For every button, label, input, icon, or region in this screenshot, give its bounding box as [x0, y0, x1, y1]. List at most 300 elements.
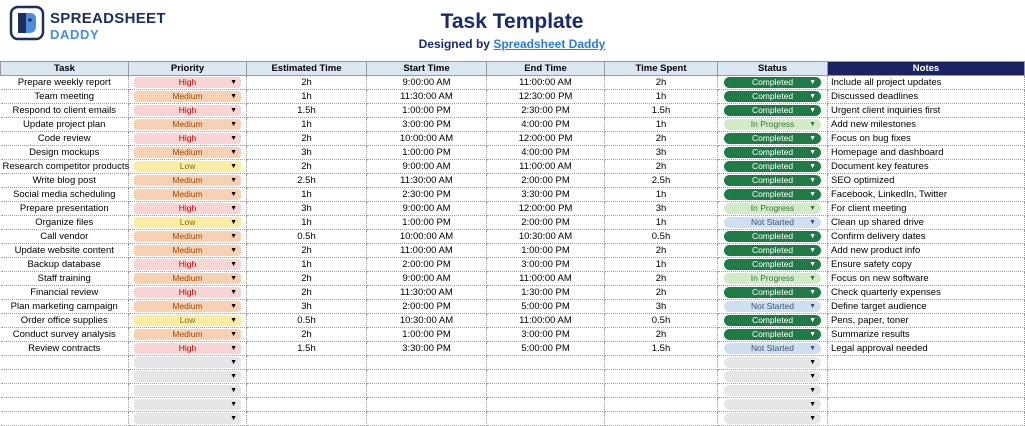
priority-dropdown[interactable]: [134, 301, 241, 312]
notes-cell[interactable]: Ensure safety copy: [828, 258, 1025, 272]
dropdown-arrow-icon[interactable]: ▼: [230, 233, 237, 240]
time-spent-cell[interactable]: 2h: [605, 286, 718, 300]
estimated-time-cell[interactable]: [247, 384, 367, 398]
start-time-cell[interactable]: 1:00:00 PM: [367, 104, 487, 118]
notes-cell[interactable]: Document key features: [828, 160, 1025, 174]
time-spent-cell[interactable]: [605, 356, 718, 370]
status-dropdown[interactable]: [724, 413, 821, 424]
col-header-task[interactable]: Task: [1, 62, 129, 76]
estimated-time-cell[interactable]: 2h: [247, 132, 367, 146]
priority-cell: [129, 370, 247, 384]
estimated-time-cell[interactable]: 1.5h: [247, 104, 367, 118]
status-value: In Progress: [750, 203, 795, 213]
start-time-cell[interactable]: 9:00:00 AM: [367, 76, 487, 90]
status-dropdown[interactable]: [724, 161, 821, 172]
task-cell[interactable]: Code review: [1, 132, 129, 146]
end-time-cell[interactable]: [487, 384, 605, 398]
notes-cell[interactable]: SEO optimized: [828, 174, 1025, 188]
status-dropdown[interactable]: [724, 231, 821, 242]
status-dropdown[interactable]: [724, 273, 821, 284]
estimated-time-cell[interactable]: 3h: [247, 146, 367, 160]
start-time-cell[interactable]: 2:00:00 PM: [367, 300, 487, 314]
notes-cell[interactable]: Add new product info: [828, 244, 1025, 258]
end-time-cell[interactable]: [487, 356, 605, 370]
priority-dropdown[interactable]: [134, 413, 241, 424]
status-dropdown[interactable]: [724, 287, 821, 298]
task-cell[interactable]: Staff training: [1, 272, 129, 286]
col-header-status[interactable]: Status: [718, 62, 828, 76]
col-header-estimated-time[interactable]: Estimated Time: [247, 62, 367, 76]
dropdown-arrow-icon[interactable]: ▼: [809, 93, 816, 100]
notes-cell[interactable]: Include all project updates: [828, 76, 1025, 90]
priority-dropdown[interactable]: [134, 133, 241, 144]
start-time-cell[interactable]: 10:30:00 AM: [367, 314, 487, 328]
start-time-cell[interactable]: 11:00:00 AM: [367, 244, 487, 258]
priority-dropdown[interactable]: [134, 357, 241, 368]
end-time-cell[interactable]: 11:00:00 AM: [487, 76, 605, 90]
estimated-time-cell[interactable]: 1h: [247, 188, 367, 202]
dropdown-arrow-icon[interactable]: ▼: [230, 149, 237, 156]
status-dropdown[interactable]: [724, 329, 821, 340]
end-time-cell[interactable]: 3:00:00 PM: [487, 258, 605, 272]
col-header-time-spent[interactable]: Time Spent: [605, 62, 718, 76]
priority-dropdown[interactable]: [134, 203, 241, 214]
notes-cell[interactable]: Define target audience: [828, 300, 1025, 314]
status-cell: [718, 230, 828, 244]
priority-dropdown[interactable]: [134, 385, 241, 396]
time-spent-cell[interactable]: [605, 398, 718, 412]
col-header-notes[interactable]: Notes: [828, 62, 1025, 76]
dropdown-arrow-icon[interactable]: ▼: [230, 107, 237, 114]
table-row: [1, 118, 1025, 132]
priority-value: Medium: [172, 147, 203, 157]
task-cell[interactable]: Team meeting: [1, 90, 129, 104]
estimated-time-cell[interactable]: 1.5h: [247, 342, 367, 356]
end-time-cell[interactable]: 11:00:00 AM: [487, 272, 605, 286]
dropdown-arrow-icon[interactable]: ▼: [809, 345, 816, 352]
status-dropdown[interactable]: [724, 203, 821, 214]
priority-dropdown[interactable]: [134, 273, 241, 284]
dropdown-arrow-icon[interactable]: ▼: [809, 121, 816, 128]
sheet-header: [0, 0, 1024, 60]
notes-cell[interactable]: Facebook, LinkedIn, Twitter: [828, 188, 1025, 202]
priority-cell: [129, 244, 247, 258]
end-time-cell[interactable]: 1:00:00 PM: [487, 244, 605, 258]
priority-value: High: [178, 77, 197, 87]
priority-value: High: [178, 203, 197, 213]
dropdown-arrow-icon[interactable]: ▼: [230, 79, 237, 86]
task-cell[interactable]: Review contracts: [1, 342, 129, 356]
task-cell[interactable]: Financial review: [1, 286, 129, 300]
dropdown-arrow-icon[interactable]: ▼: [230, 387, 237, 394]
dropdown-arrow-icon[interactable]: ▼: [230, 303, 237, 310]
dropdown-arrow-icon[interactable]: ▼: [230, 345, 237, 352]
end-time-cell[interactable]: 3:00:00 PM: [487, 328, 605, 342]
notes-cell[interactable]: Summarize results: [828, 328, 1025, 342]
dropdown-arrow-icon[interactable]: ▼: [230, 121, 237, 128]
task-cell[interactable]: Update website content: [1, 244, 129, 258]
status-dropdown[interactable]: [724, 119, 821, 130]
priority-dropdown[interactable]: [134, 343, 241, 354]
priority-dropdown[interactable]: [134, 315, 241, 326]
estimated-time-cell[interactable]: 3h: [247, 202, 367, 216]
dropdown-arrow-icon[interactable]: ▼: [230, 163, 237, 170]
notes-cell[interactable]: [828, 398, 1025, 412]
dropdown-arrow-icon[interactable]: ▼: [809, 149, 816, 156]
end-time-cell[interactable]: 5:00:00 PM: [487, 300, 605, 314]
priority-dropdown[interactable]: [134, 147, 241, 158]
dropdown-arrow-icon[interactable]: ▼: [230, 373, 237, 380]
notes-cell[interactable]: Pens, paper, toner: [828, 314, 1025, 328]
priority-cell: [129, 384, 247, 398]
priority-cell: [129, 160, 247, 174]
dropdown-arrow-icon[interactable]: ▼: [809, 233, 816, 240]
time-spent-cell[interactable]: [605, 370, 718, 384]
status-cell: [718, 286, 828, 300]
end-time-cell[interactable]: 1:30:00 PM: [487, 286, 605, 300]
estimated-time-cell[interactable]: 2h: [247, 160, 367, 174]
end-time-cell[interactable]: 12:00:00 PM: [487, 132, 605, 146]
task-cell[interactable]: Order office supplies: [1, 314, 129, 328]
notes-cell[interactable]: [828, 356, 1025, 370]
status-dropdown[interactable]: [724, 77, 821, 88]
dropdown-arrow-icon[interactable]: ▼: [809, 331, 816, 338]
estimated-time-cell[interactable]: 3h: [247, 300, 367, 314]
status-value: Not Started: [751, 343, 794, 353]
priority-dropdown[interactable]: [134, 175, 241, 186]
estimated-time-cell[interactable]: 2h: [247, 272, 367, 286]
table-row: [1, 104, 1025, 118]
time-spent-cell[interactable]: 2h: [605, 160, 718, 174]
task-cell[interactable]: Backup database: [1, 258, 129, 272]
priority-dropdown[interactable]: [134, 77, 241, 88]
end-time-cell[interactable]: 4:00:00 PM: [487, 146, 605, 160]
time-spent-cell[interactable]: 3h: [605, 202, 718, 216]
subtitle-prefix: Designed by: [418, 37, 494, 51]
dropdown-arrow-icon[interactable]: ▼: [230, 401, 237, 408]
status-dropdown[interactable]: [724, 343, 821, 354]
end-time-cell[interactable]: 11:00:00 AM: [487, 160, 605, 174]
task-cell[interactable]: Respond to client emails: [1, 104, 129, 118]
estimated-time-cell[interactable]: [247, 412, 367, 426]
estimated-time-cell[interactable]: [247, 398, 367, 412]
task-cell[interactable]: [1, 370, 129, 384]
status-dropdown[interactable]: [724, 385, 821, 396]
dropdown-arrow-icon[interactable]: ▼: [230, 289, 237, 296]
start-time-cell[interactable]: [367, 384, 487, 398]
task-cell[interactable]: [1, 412, 129, 426]
estimated-time-cell[interactable]: 1h: [247, 118, 367, 132]
priority-dropdown[interactable]: [134, 91, 241, 102]
notes-cell[interactable]: [828, 384, 1025, 398]
estimated-time-cell[interactable]: 2h: [247, 328, 367, 342]
time-spent-cell[interactable]: 1h: [605, 118, 718, 132]
task-cell[interactable]: Research competitor products: [2, 161, 130, 172]
priority-dropdown[interactable]: [134, 259, 241, 270]
task-cell[interactable]: Plan marketing campaign: [1, 300, 129, 314]
time-spent-cell[interactable]: 3h: [605, 146, 718, 160]
priority-dropdown[interactable]: [134, 105, 241, 116]
task-cell[interactable]: [1, 384, 129, 398]
priority-value: High: [178, 259, 197, 269]
dropdown-arrow-icon[interactable]: ▼: [809, 415, 816, 422]
start-time-cell[interactable]: 10:00:00 AM: [367, 230, 487, 244]
priority-dropdown[interactable]: [134, 161, 241, 172]
dropdown-arrow-icon[interactable]: ▼: [809, 317, 816, 324]
time-spent-cell[interactable]: 1h: [605, 188, 718, 202]
notes-cell[interactable]: Check quarterly expenses: [828, 286, 1025, 300]
start-time-cell[interactable]: 10:00:00 AM: [367, 132, 487, 146]
estimated-time-cell[interactable]: 1h: [247, 90, 367, 104]
start-time-cell[interactable]: 9:00:00 AM: [367, 202, 487, 216]
dropdown-arrow-icon[interactable]: ▼: [809, 79, 816, 86]
task-cell[interactable]: Prepare presentation: [1, 202, 129, 216]
dropdown-arrow-icon[interactable]: ▼: [809, 177, 816, 184]
end-time-cell[interactable]: 10:30:00 AM: [487, 230, 605, 244]
priority-cell: [129, 258, 247, 272]
dropdown-arrow-icon[interactable]: ▼: [230, 205, 237, 212]
col-header-start-time[interactable]: Start Time: [367, 62, 487, 76]
col-header-priority[interactable]: Priority: [129, 62, 247, 76]
estimated-time-cell[interactable]: [247, 370, 367, 384]
status-dropdown[interactable]: [724, 245, 821, 256]
time-spent-cell[interactable]: 1h: [605, 90, 718, 104]
notes-cell[interactable]: Discussed deadlines: [828, 90, 1025, 104]
status-dropdown[interactable]: [724, 189, 821, 200]
notes-cell[interactable]: [828, 412, 1025, 426]
dropdown-arrow-icon[interactable]: ▼: [230, 331, 237, 338]
dropdown-arrow-icon[interactable]: ▼: [809, 401, 816, 408]
dropdown-arrow-icon[interactable]: ▼: [230, 247, 237, 254]
dropdown-arrow-icon[interactable]: ▼: [809, 191, 816, 198]
priority-cell: [129, 90, 247, 104]
priority-dropdown[interactable]: [134, 231, 241, 242]
task-cell[interactable]: [1, 356, 129, 370]
start-time-cell[interactable]: 1:00:00 PM: [367, 146, 487, 160]
notes-cell[interactable]: Urgent client inquiries first: [828, 104, 1025, 118]
estimated-time-cell[interactable]: [247, 356, 367, 370]
dropdown-arrow-icon[interactable]: ▼: [230, 261, 237, 268]
priority-cell: [129, 342, 247, 356]
end-time-cell[interactable]: 4:00:00 PM: [487, 118, 605, 132]
notes-cell[interactable]: For client meeting: [828, 202, 1025, 216]
start-time-cell[interactable]: 3:00:00 PM: [367, 118, 487, 132]
time-spent-cell[interactable]: 2h: [605, 244, 718, 258]
start-time-cell[interactable]: 1:00:00 PM: [367, 216, 487, 230]
start-time-cell[interactable]: [367, 412, 487, 426]
task-cell[interactable]: Social media scheduling: [1, 188, 129, 202]
start-time-cell[interactable]: 9:00:00 AM: [367, 160, 487, 174]
estimated-time-cell[interactable]: 2h: [247, 286, 367, 300]
status-cell: [718, 342, 828, 356]
estimated-time-cell[interactable]: 1h: [247, 258, 367, 272]
estimated-time-cell[interactable]: 2.5h: [247, 174, 367, 188]
time-spent-cell[interactable]: [605, 412, 718, 426]
estimated-time-cell[interactable]: 0.5h: [247, 230, 367, 244]
time-spent-cell[interactable]: 0.5h: [605, 230, 718, 244]
priority-cell: [129, 118, 247, 132]
estimated-time-cell[interactable]: 0.5h: [247, 314, 367, 328]
status-dropdown[interactable]: [724, 315, 821, 326]
status-value: Completed: [751, 287, 794, 297]
time-spent-cell[interactable]: 2.5h: [605, 174, 718, 188]
time-spent-cell[interactable]: 1.5h: [605, 342, 718, 356]
dropdown-arrow-icon[interactable]: ▼: [809, 275, 816, 282]
notes-cell[interactable]: Clean up shared drive: [828, 216, 1025, 230]
end-time-cell[interactable]: 2:00:00 PM: [487, 216, 605, 230]
start-time-cell[interactable]: 3:30:00 PM: [367, 342, 487, 356]
dropdown-arrow-icon[interactable]: ▼: [809, 107, 816, 114]
status-dropdown[interactable]: [724, 399, 821, 410]
col-header-end-time[interactable]: End Time: [487, 62, 605, 76]
priority-value: Medium: [172, 175, 203, 185]
time-spent-cell[interactable]: 1.5h: [605, 104, 718, 118]
end-time-cell[interactable]: 2:30:00 PM: [487, 104, 605, 118]
status-dropdown[interactable]: [724, 371, 821, 382]
dropdown-arrow-icon[interactable]: ▼: [809, 205, 816, 212]
table-row: [1, 370, 1025, 384]
dropdown-arrow-icon[interactable]: ▼: [809, 303, 816, 310]
status-dropdown[interactable]: [724, 175, 821, 186]
priority-dropdown[interactable]: [134, 371, 241, 382]
dropdown-arrow-icon[interactable]: ▼: [809, 247, 816, 254]
notes-cell[interactable]: Homepage and dashboard: [828, 146, 1025, 160]
dropdown-arrow-icon[interactable]: ▼: [230, 275, 237, 282]
status-cell: [718, 146, 828, 160]
status-dropdown[interactable]: [724, 91, 821, 102]
status-cell: [718, 412, 828, 426]
task-cell[interactable]: Conduct survey analysis: [1, 328, 129, 342]
task-cell[interactable]: Organize files: [1, 216, 129, 230]
priority-dropdown[interactable]: [134, 119, 241, 130]
task-cell[interactable]: Design mockups: [1, 146, 129, 160]
end-time-cell[interactable]: 12:30:00 PM: [487, 90, 605, 104]
time-spent-cell[interactable]: 2h: [605, 132, 718, 146]
start-time-cell[interactable]: 11:30:00 AM: [367, 90, 487, 104]
dropdown-arrow-icon[interactable]: ▼: [809, 359, 816, 366]
status-dropdown[interactable]: [724, 259, 821, 270]
dropdown-arrow-icon[interactable]: ▼: [809, 373, 816, 380]
dropdown-arrow-icon[interactable]: ▼: [809, 289, 816, 296]
end-time-cell[interactable]: 3:30:00 PM: [487, 188, 605, 202]
end-time-cell[interactable]: [487, 370, 605, 384]
start-time-cell[interactable]: 11:30:00 AM: [367, 174, 487, 188]
notes-cell[interactable]: Confirm delivery dates: [828, 230, 1025, 244]
dropdown-arrow-icon[interactable]: ▼: [809, 387, 816, 394]
estimated-time-cell[interactable]: 1h: [247, 216, 367, 230]
dropdown-arrow-icon[interactable]: ▼: [230, 191, 237, 198]
dropdown-arrow-icon[interactable]: ▼: [230, 135, 237, 142]
task-cell[interactable]: [1, 398, 129, 412]
task-cell[interactable]: Update project plan: [1, 118, 129, 132]
priority-value: Medium: [172, 119, 203, 129]
dropdown-arrow-icon[interactable]: ▼: [230, 219, 237, 226]
start-time-cell[interactable]: [367, 370, 487, 384]
priority-dropdown[interactable]: [134, 287, 241, 298]
time-spent-cell[interactable]: 0.5h: [605, 314, 718, 328]
brand-link[interactable]: Spreadsheet Daddy: [493, 37, 606, 51]
end-time-cell[interactable]: [487, 398, 605, 412]
priority-value: High: [178, 133, 197, 143]
status-dropdown[interactable]: [724, 133, 821, 144]
status-dropdown[interactable]: [724, 357, 821, 368]
time-spent-cell[interactable]: 3h: [605, 300, 718, 314]
end-time-cell[interactable]: [487, 412, 605, 426]
status-dropdown[interactable]: [724, 105, 821, 116]
status-cell: [718, 398, 828, 412]
dropdown-arrow-icon[interactable]: ▼: [230, 177, 237, 184]
start-time-cell[interactable]: 2:30:00 PM: [367, 188, 487, 202]
start-time-cell[interactable]: [367, 398, 487, 412]
start-time-cell[interactable]: [367, 356, 487, 370]
table-row: [1, 76, 1025, 90]
notes-cell[interactable]: Focus on bug fixes: [828, 132, 1025, 146]
end-time-cell[interactable]: 5:00:00 PM: [487, 342, 605, 356]
priority-cell: [129, 300, 247, 314]
start-time-cell[interactable]: 2:00:00 PM: [367, 258, 487, 272]
dropdown-arrow-icon[interactable]: ▼: [230, 93, 237, 100]
status-dropdown[interactable]: [724, 217, 821, 228]
status-dropdown[interactable]: [724, 301, 821, 312]
end-time-cell[interactable]: 2:00:00 PM: [487, 174, 605, 188]
dropdown-arrow-icon[interactable]: ▼: [809, 261, 816, 268]
header-row: [1, 62, 1025, 76]
priority-dropdown[interactable]: [134, 245, 241, 256]
task-cell[interactable]: Call vendor: [1, 230, 129, 244]
notes-cell[interactable]: Legal approval needed: [828, 342, 1025, 356]
priority-cell: [129, 216, 247, 230]
priority-value: Medium: [172, 273, 203, 283]
start-time-cell[interactable]: 9:00:00 AM: [367, 272, 487, 286]
start-time-cell[interactable]: 11:30:00 AM: [367, 286, 487, 300]
time-spent-cell[interactable]: 2h: [605, 272, 718, 286]
end-time-cell[interactable]: 12:00:00 PM: [487, 202, 605, 216]
priority-value: Low: [179, 217, 196, 227]
priority-dropdown[interactable]: [134, 217, 241, 228]
end-time-cell[interactable]: 11:00:00 AM: [487, 314, 605, 328]
task-cell[interactable]: Write blog post: [1, 174, 129, 188]
table-row: [1, 258, 1025, 272]
notes-cell[interactable]: [828, 370, 1025, 384]
table-row: [1, 272, 1025, 286]
start-time-cell[interactable]: 1:00:00 PM: [367, 328, 487, 342]
dropdown-arrow-icon[interactable]: ▼: [809, 135, 816, 142]
estimated-time-cell[interactable]: 2h: [247, 76, 367, 90]
dropdown-arrow-icon[interactable]: ▼: [809, 163, 816, 170]
estimated-time-cell[interactable]: 2h: [247, 244, 367, 258]
dropdown-arrow-icon[interactable]: ▼: [809, 219, 816, 226]
status-value: Completed: [751, 259, 794, 269]
time-spent-cell[interactable]: 2h: [605, 328, 718, 342]
notes-cell[interactable]: Focus on new software: [828, 272, 1025, 286]
dropdown-arrow-icon[interactable]: ▼: [230, 359, 237, 366]
priority-dropdown[interactable]: [134, 399, 241, 410]
status-cell: [718, 258, 828, 272]
dropdown-arrow-icon[interactable]: ▼: [230, 317, 237, 324]
task-cell[interactable]: Prepare weekly report: [1, 76, 129, 90]
status-cell: [718, 118, 828, 132]
status-dropdown[interactable]: [724, 147, 821, 158]
time-spent-cell[interactable]: [605, 384, 718, 398]
priority-dropdown[interactable]: [134, 329, 241, 340]
table-row: [1, 356, 1025, 370]
time-spent-cell[interactable]: 1h: [605, 216, 718, 230]
time-spent-cell[interactable]: 1h: [605, 258, 718, 272]
notes-cell[interactable]: Add new milestones: [828, 118, 1025, 132]
priority-dropdown[interactable]: [134, 189, 241, 200]
time-spent-cell[interactable]: 2h: [605, 76, 718, 90]
dropdown-arrow-icon[interactable]: ▼: [230, 415, 237, 422]
